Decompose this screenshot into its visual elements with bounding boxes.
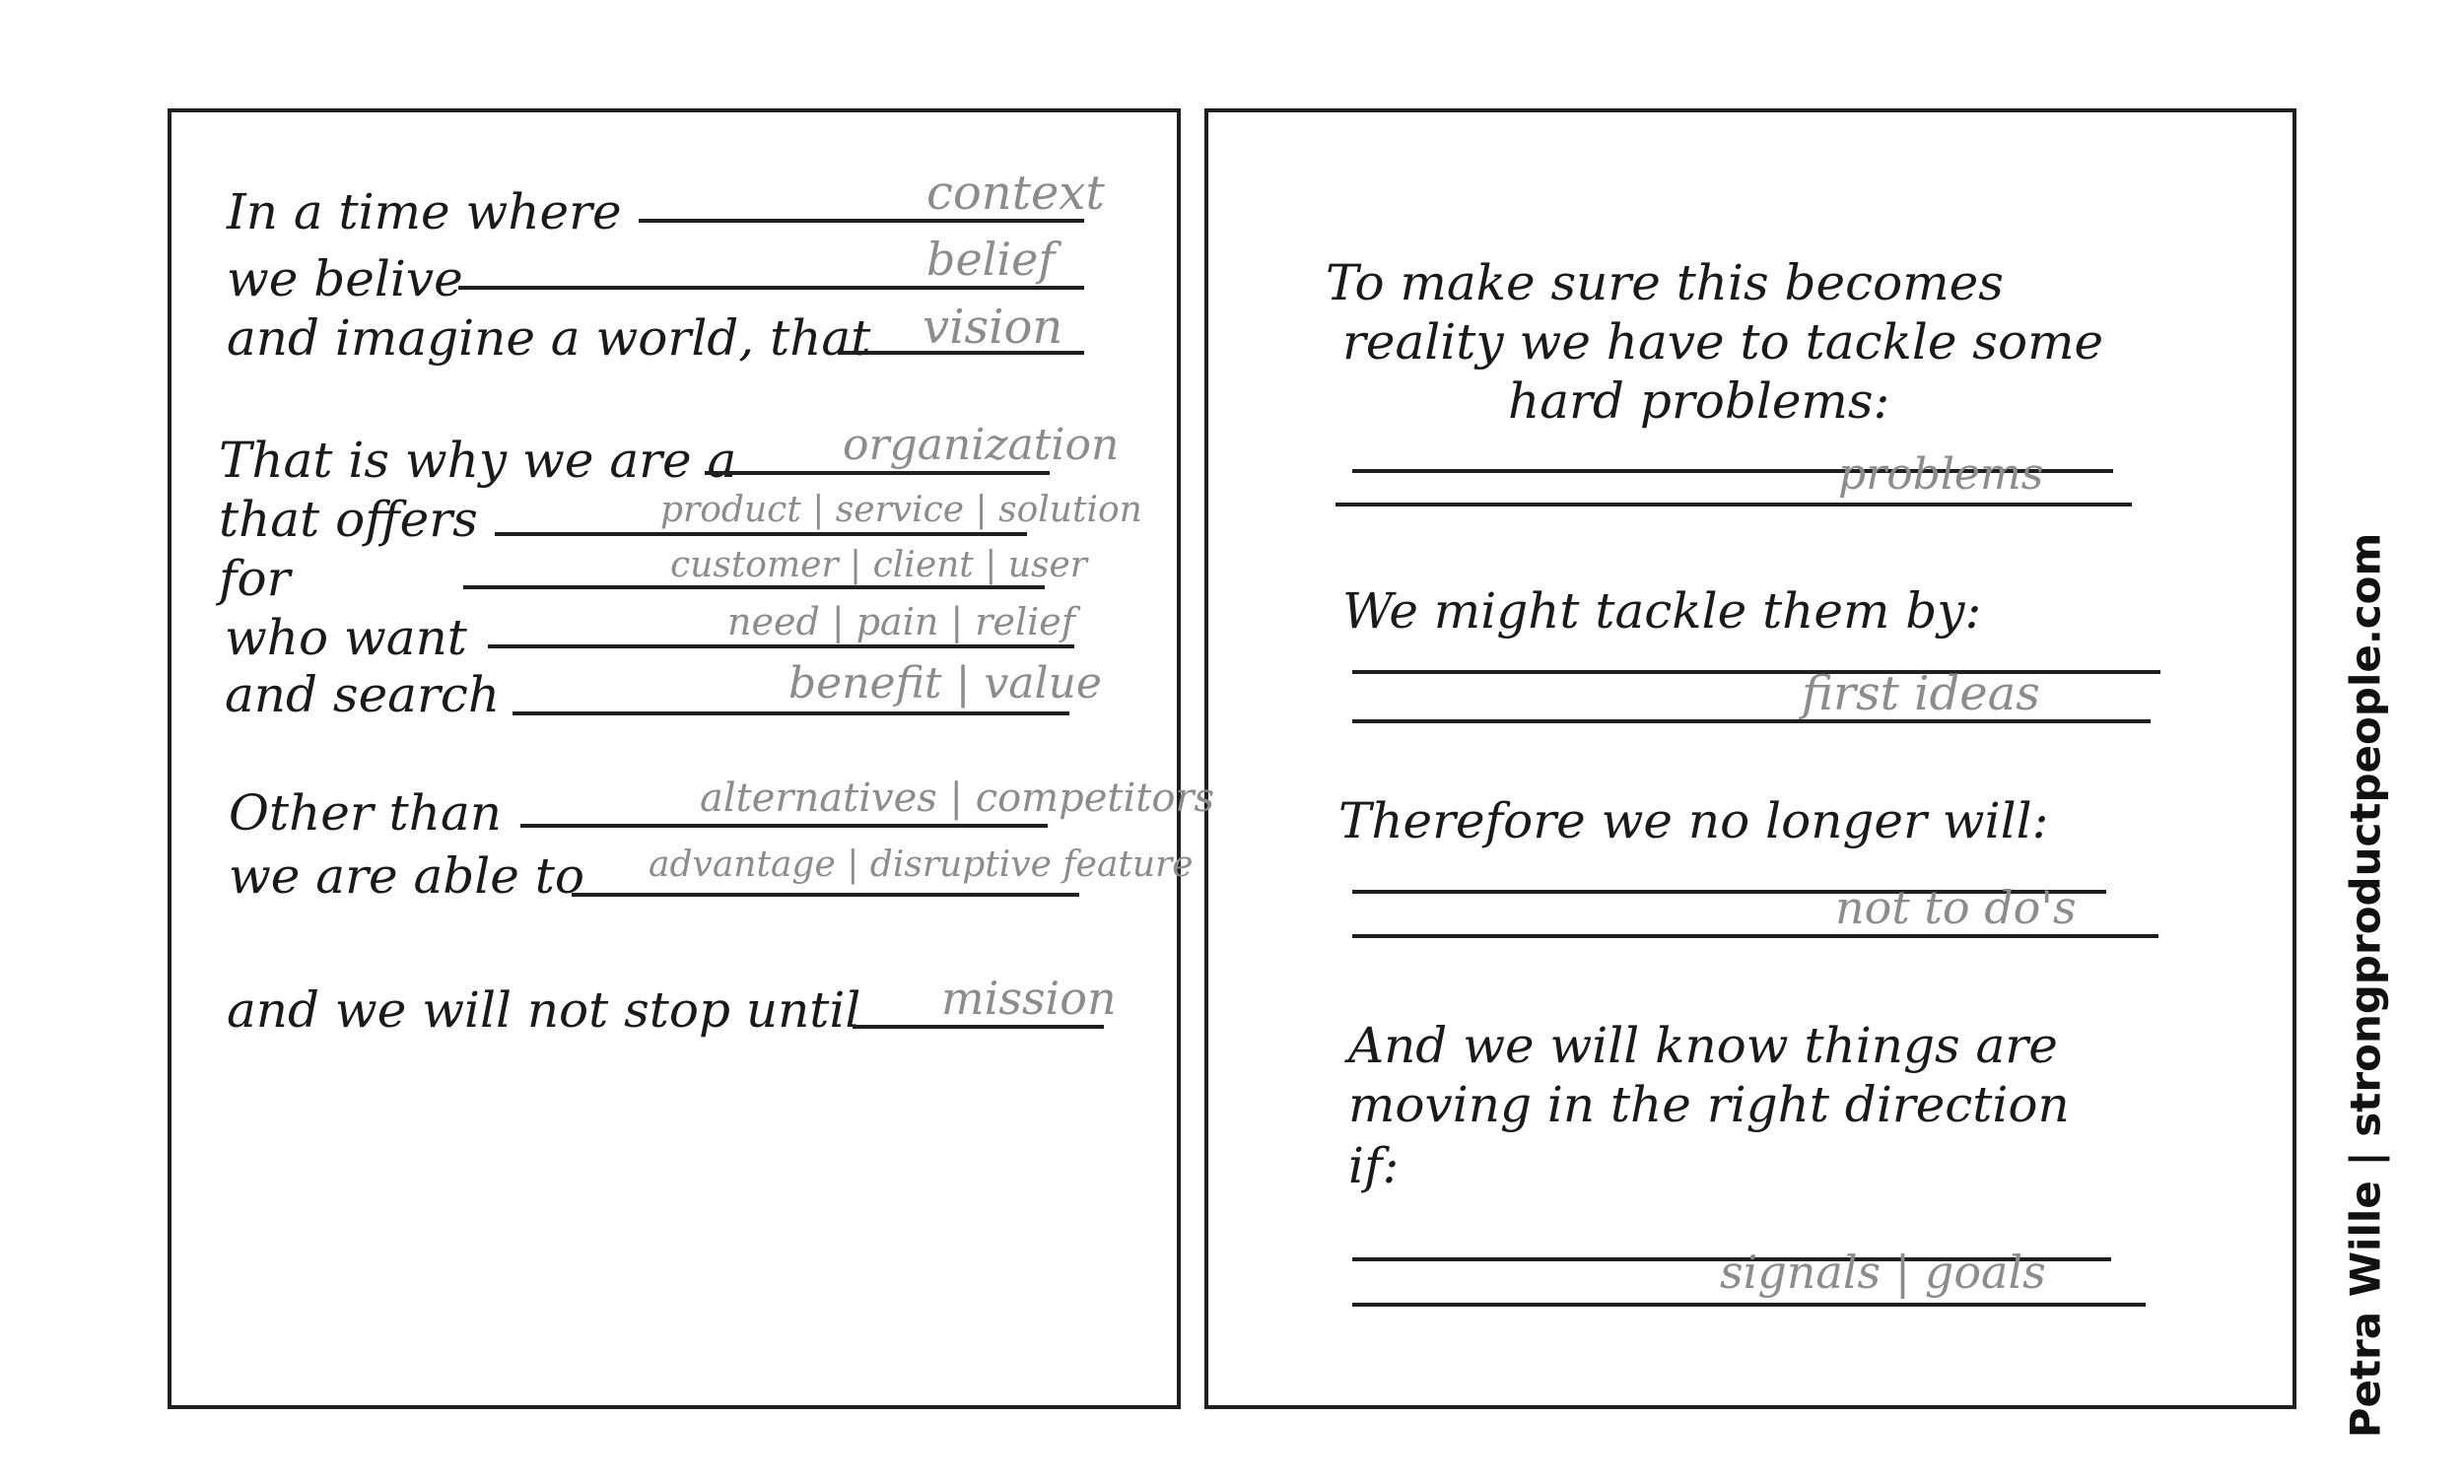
not-todos-prompt: Therefore we no longer will:: [1338, 792, 2049, 849]
not-todos-hint: not to do's: [1835, 881, 2077, 934]
benefit-hint: benefit | value: [788, 658, 1102, 708]
ideas-hint: first ideas: [1802, 666, 2040, 721]
problems-prompt-line-2: reality we have to tackle some: [1342, 313, 2104, 371]
mission-blank: [853, 1025, 1104, 1029]
signals-prompt-line-3: if:: [1348, 1137, 1400, 1194]
audience-prompt: for: [219, 550, 291, 607]
problems-prompt-line-3: hard problems:: [1508, 372, 1890, 430]
signals-blank-2: [1352, 1303, 2146, 1307]
offering-prompt: that offers: [219, 491, 478, 548]
advantage-hint: advantage | disruptive feature: [649, 844, 1194, 885]
context-hint: context: [926, 166, 1105, 221]
offering-blank: [495, 532, 1027, 536]
signals-prompt-line-2: moving in the right direction: [1348, 1076, 2070, 1133]
alternatives-hint: alternatives | competitors: [700, 776, 1215, 821]
organization-blank: [705, 471, 1050, 475]
vision-hint: vision: [923, 300, 1063, 355]
alternatives-prompt: Other than: [229, 784, 502, 842]
advantage-blank: [572, 893, 1079, 897]
audience-hint: customer | client | user: [670, 545, 1087, 585]
need-hint: need | pain | relief: [727, 600, 1075, 643]
need-prompt: who want: [225, 609, 467, 666]
problems-prompt-line-1: To make sure this becomes: [1326, 254, 2004, 311]
belief-prompt: we belive: [227, 250, 463, 307]
organization-prompt: That is why we are a: [219, 432, 737, 489]
problems-blank-2: [1335, 503, 2132, 506]
benefit-prompt: and search: [225, 666, 501, 723]
belief-blank: [458, 286, 1084, 290]
organization-hint: organization: [843, 420, 1120, 470]
not-todos-blank-2: [1352, 934, 2158, 938]
need-blank: [488, 644, 1074, 648]
problems-hint: problems: [1838, 449, 2044, 500]
benefit-blank: [513, 711, 1069, 715]
author-credit: Petra Wille | strongproductpeople.com: [2341, 532, 2390, 1439]
mission-hint: mission: [941, 972, 1117, 1025]
mission-prompt: and we will not stop until: [227, 981, 861, 1039]
signals-hint: signals | goals: [1720, 1246, 2046, 1299]
audience-blank: [463, 585, 1045, 589]
ideas-prompt: We might tackle them by:: [1342, 582, 1982, 640]
alternatives-blank: [520, 824, 1048, 828]
advantage-prompt: we are able to: [229, 847, 584, 905]
vision-prompt: and imagine a world, that: [227, 309, 871, 367]
offering-hint: product | service | solution: [660, 490, 1142, 530]
signals-prompt-line-1: And we will know things are: [1348, 1017, 2058, 1074]
context-prompt: In a time where: [227, 183, 622, 240]
belief-hint: belief: [926, 233, 1056, 286]
